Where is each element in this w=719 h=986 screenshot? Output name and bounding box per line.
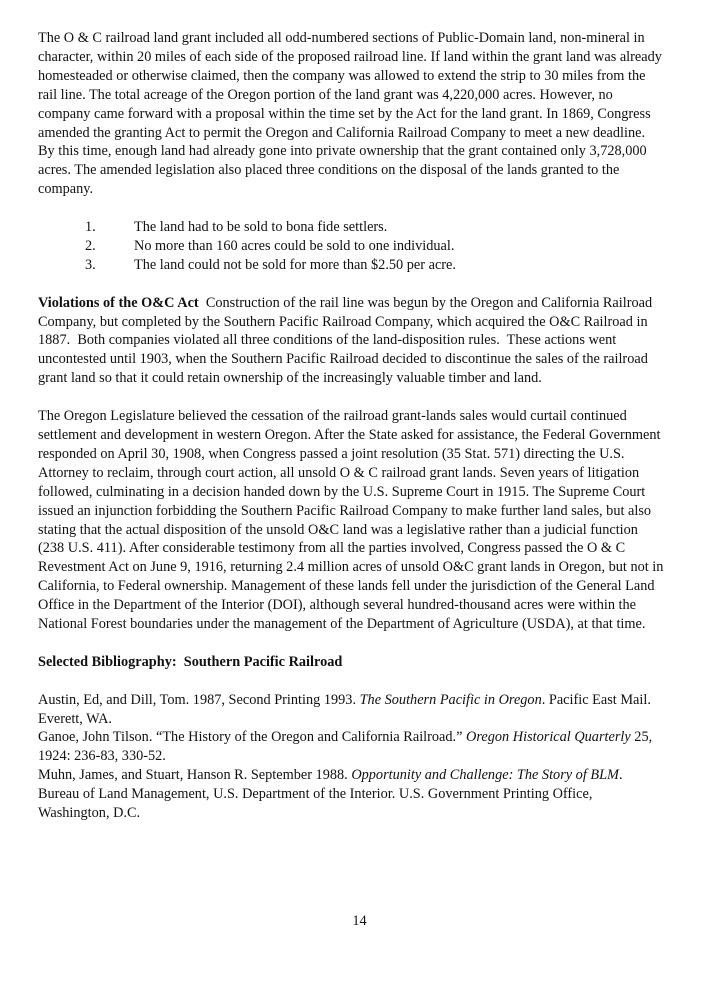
conditions-list xyxy=(38,218,664,275)
list-item-text: The land had to be sold to bona fide settlers. xyxy=(134,219,388,236)
list-item-text: No more than 160 acres could be sold to one individual. xyxy=(134,237,455,254)
bibliography-entry xyxy=(38,728,664,766)
bib-entry-title: Opportunity and Challenge: The Story of BLM xyxy=(351,767,619,784)
bib-entry-author: Ganoe, John Tilson. “The History of the Oregon and California Railroad.” xyxy=(38,729,467,746)
list-item xyxy=(38,218,664,237)
bib-entry-author: Muhn, James, and Stuart, Hanson R. September 1988. xyxy=(38,767,352,784)
bib-entry-publisher: . Bureau of Land Management, U.S. Department of the Interior. U.S. Government Printing Office, Washington, D.C. xyxy=(38,767,623,822)
bib-entry-author: Austin, Ed, and Dill, Tom. 1987, Second Printing 1993. xyxy=(38,691,360,708)
paragraph-violations xyxy=(38,294,664,389)
bib-entry-title: Oregon Historical Quarterly xyxy=(466,729,631,746)
paragraph-land-grant: The O & C railroad land grant included all odd-numbered sections of Public-Domain land, non-mineral in character, within 20 miles of each side of the proposed railroad line. If land within the grant land was already homesteaded or otherwise claimed, then the company was allowed to extend the strip to 30 miles from the rail line. The total acreage of the Oregon portion of the land grant was 4,220,000 acres. However, no company came forward with a proposal within the time set by the Act for the land grant. In 1869, Congress amended the granting Act to permit the Oregon and California Railroad Company to meet a new deadline. By this time, enough land had already gone into private ownership that the grant contained only 3,728,000 acres. The amended legislation also placed three conditions on the disposal of the lands granted to the company. xyxy=(38,30,662,198)
bibliography-entry xyxy=(38,766,664,823)
list-item-number: 3. xyxy=(85,256,96,273)
list-item-number: 2. xyxy=(85,237,96,254)
list-item-text: The land could not be sold for more than $2.50 per acre. xyxy=(134,256,456,273)
bib-entry-title: The Southern Pacific in Oregon xyxy=(359,691,542,708)
bib-entry-publisher: . Pacific East Mail. Everett, WA. xyxy=(38,691,651,727)
bibliography-heading: Selected Bibliography: Southern Pacific Railroad xyxy=(38,653,343,670)
document-page xyxy=(38,29,664,823)
list-item xyxy=(38,237,664,256)
paragraph-legislature: The Oregon Legislature believed the cessation of the railroad grant-lands sales would curtail continued settlement and development in western Oregon. After the State asked for assistance, the Federal Government responded on April 30, 1908, when Congress passed a joint resolution (35 Stat. 571) directing the U.S. Attorney to reclaim, through court action, all unsold O & C railroad grant lands. Seven years of litigation followed, culminating in a decision handed down by the U.S. Supreme Court in 1915. The Supreme Court issued an injunction forbidding the Southern Pacific Railroad Company to make further land sales, but also stating that the actual disposition of the unsold O&C land was a legislative rather than a judicial function (238 U.S. 411). After considerable testimony from all the parties involved, Congress passed the O & C Revestment Act on June 9, 1916, returning 2.4 million acres of unsold O&C grant lands in Oregon, but not in California, to Federal ownership. Management of these lands fell under the jurisdiction of the General Land Office in the Department of the Interior (DOI), although several hundred-thousand acres were within the National Forest boundaries under the management of the Department of Agriculture (USDA), at that time. xyxy=(38,408,664,633)
bibliography-entry xyxy=(38,691,664,729)
list-item-number: 1. xyxy=(85,219,96,236)
bib-entry-publisher: 25, 1924: 236-83, 330-52. xyxy=(38,729,653,765)
page-number: 14 xyxy=(352,913,367,929)
list-item xyxy=(38,256,664,275)
violations-text: Construction of the rail line was begun by the Oregon and California Railroad Company, but completed by the Southern Pacific Railroad Company, which acquired the O&C Railroad in 1887. Both companies violated all three conditions of the land-disposition rules. These actions went uncontested until 1903, when the Southern Pacific Railroad decided to discontinue the sales of the railroad grant land so that it could retain ownership of the increasingly valuable timber and land. xyxy=(38,294,656,387)
violations-heading: Violations of the O&C Act xyxy=(38,294,199,311)
